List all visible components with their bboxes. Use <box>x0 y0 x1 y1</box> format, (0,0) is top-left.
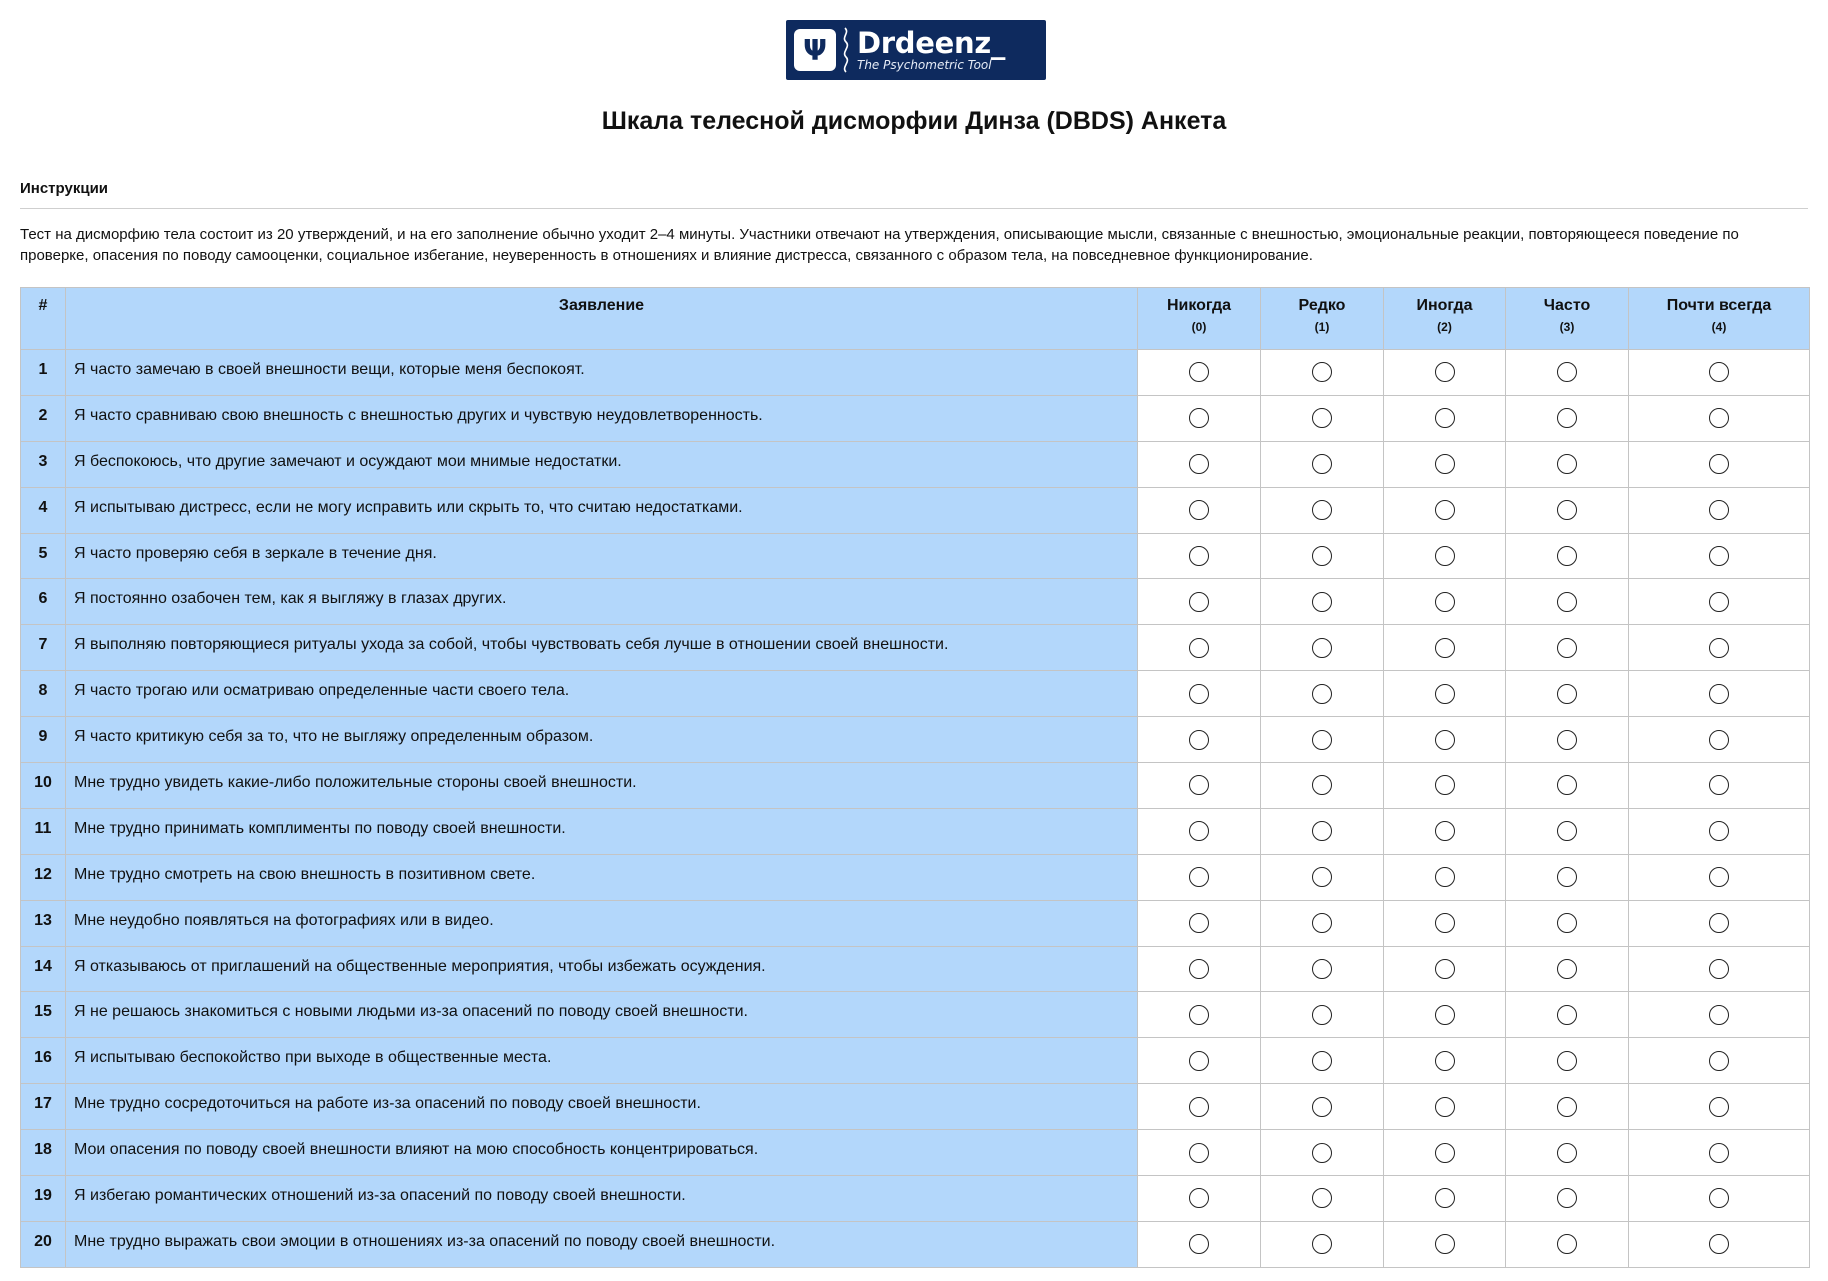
radio-button[interactable] <box>1557 1005 1577 1025</box>
radio-button[interactable] <box>1557 638 1577 658</box>
table-row <box>21 395 1810 441</box>
option-cell <box>1629 671 1810 717</box>
radio-button[interactable] <box>1189 1188 1209 1208</box>
row-number: 13 <box>21 900 66 946</box>
statement-text: Мне трудно смотреть на свою внешность в позитивном свете. <box>66 854 1138 900</box>
option-cell <box>1506 1221 1629 1267</box>
statement-text: Мне трудно увидеть какие-либо положительные стороны своей внешности. <box>66 763 1138 809</box>
radio-button[interactable] <box>1435 1234 1455 1254</box>
radio-button[interactable] <box>1709 408 1729 428</box>
row-number: 9 <box>21 717 66 763</box>
option-cell <box>1506 1084 1629 1130</box>
option-cell <box>1506 395 1629 441</box>
option-cell <box>1506 441 1629 487</box>
radio-button[interactable] <box>1435 500 1455 520</box>
radio-button[interactable] <box>1435 1188 1455 1208</box>
option-cell <box>1384 1176 1506 1222</box>
option-cell <box>1261 946 1384 992</box>
radio-button[interactable] <box>1189 821 1209 841</box>
statement-text: Мне трудно принимать комплименты по поводу своей внешности. <box>66 808 1138 854</box>
row-number: 3 <box>21 441 66 487</box>
table-row <box>21 625 1810 671</box>
radio-button[interactable] <box>1557 867 1577 887</box>
radio-button[interactable] <box>1312 730 1332 750</box>
radio-button[interactable] <box>1189 362 1209 382</box>
option-cell <box>1261 579 1384 625</box>
option-cell <box>1138 763 1261 809</box>
option-cell <box>1629 395 1810 441</box>
table-row <box>21 1130 1810 1176</box>
option-cell <box>1629 625 1810 671</box>
radio-button[interactable] <box>1709 1143 1729 1163</box>
option-cell <box>1384 1130 1506 1176</box>
option-label: Редко <box>1298 297 1346 314</box>
radio-button[interactable] <box>1435 546 1455 566</box>
header-number: # <box>21 288 66 350</box>
table-row <box>21 579 1810 625</box>
option-cell <box>1506 854 1629 900</box>
divider <box>20 208 1808 209</box>
option-cell <box>1506 579 1629 625</box>
statement-text: Я постоянно озабочен тем, как я выгляжу в глазах других. <box>66 579 1138 625</box>
radio-button[interactable] <box>1557 362 1577 382</box>
radio-button[interactable] <box>1435 959 1455 979</box>
radio-button[interactable] <box>1312 1234 1332 1254</box>
row-number: 15 <box>21 992 66 1038</box>
option-cell <box>1506 992 1629 1038</box>
radio-button[interactable] <box>1709 1051 1729 1071</box>
option-cell <box>1506 1130 1629 1176</box>
radio-button[interactable] <box>1312 867 1332 887</box>
option-cell <box>1506 946 1629 992</box>
table-row <box>21 717 1810 763</box>
option-cell <box>1138 1084 1261 1130</box>
option-label: Иногда <box>1416 297 1473 314</box>
logo-name: Drdeenz_ <box>857 26 1006 60</box>
row-number: 5 <box>21 533 66 579</box>
radio-button[interactable] <box>1557 592 1577 612</box>
option-cell <box>1384 533 1506 579</box>
option-cell <box>1384 854 1506 900</box>
option-cell <box>1261 717 1384 763</box>
statement-text: Я отказываюсь от приглашений на общественные мероприятия, чтобы избежать осуждения. <box>66 946 1138 992</box>
option-cell <box>1629 854 1810 900</box>
radio-button[interactable] <box>1435 1143 1455 1163</box>
option-cell <box>1138 395 1261 441</box>
option-cell <box>1261 625 1384 671</box>
radio-button[interactable] <box>1435 775 1455 795</box>
option-cell <box>1506 1038 1629 1084</box>
option-cell <box>1629 717 1810 763</box>
option-cell <box>1384 946 1506 992</box>
statement-text: Я часто замечаю в своей внешности вещи, которые меня беспокоят. <box>66 350 1138 396</box>
row-number: 14 <box>21 946 66 992</box>
drdeenz-logo <box>786 20 1046 80</box>
table-row <box>21 900 1810 946</box>
option-score: (2) <box>1437 320 1452 334</box>
radio-button[interactable] <box>1189 500 1209 520</box>
radio-button[interactable] <box>1312 775 1332 795</box>
statement-text: Я часто сравниваю свою внешность с внешностью других и чувствую неудовлетворенность. <box>66 395 1138 441</box>
option-cell <box>1506 717 1629 763</box>
row-number: 18 <box>21 1130 66 1176</box>
radio-button[interactable] <box>1709 867 1729 887</box>
row-number: 11 <box>21 808 66 854</box>
radio-button[interactable] <box>1557 1188 1577 1208</box>
option-cell <box>1629 763 1810 809</box>
radio-button[interactable] <box>1435 867 1455 887</box>
radio-button[interactable] <box>1189 1234 1209 1254</box>
option-cell <box>1506 763 1629 809</box>
table-row <box>21 487 1810 533</box>
radio-button[interactable] <box>1557 959 1577 979</box>
row-number: 20 <box>21 1221 66 1267</box>
radio-button[interactable] <box>1709 500 1729 520</box>
radio-button[interactable] <box>1189 730 1209 750</box>
option-cell <box>1629 1038 1810 1084</box>
radio-button[interactable] <box>1435 638 1455 658</box>
option-cell <box>1138 1221 1261 1267</box>
radio-button[interactable] <box>1189 775 1209 795</box>
radio-button[interactable] <box>1312 821 1332 841</box>
radio-button[interactable] <box>1557 1143 1577 1163</box>
option-cell <box>1138 1176 1261 1222</box>
option-cell <box>1384 808 1506 854</box>
option-cell <box>1384 1038 1506 1084</box>
table-row <box>21 1221 1810 1267</box>
table-row <box>21 1176 1810 1222</box>
table-row <box>21 946 1810 992</box>
row-number: 7 <box>21 625 66 671</box>
radio-button[interactable] <box>1189 638 1209 658</box>
option-cell <box>1629 1130 1810 1176</box>
table-row <box>21 992 1810 1038</box>
option-cell <box>1384 717 1506 763</box>
option-cell <box>1138 717 1261 763</box>
option-score: (0) <box>1191 320 1207 334</box>
radio-button[interactable] <box>1557 684 1577 704</box>
option-cell <box>1261 1176 1384 1222</box>
radio-button[interactable] <box>1709 454 1729 474</box>
option-cell <box>1138 441 1261 487</box>
radio-button[interactable] <box>1435 408 1455 428</box>
row-number: 16 <box>21 1038 66 1084</box>
table-row <box>21 808 1810 854</box>
radio-button[interactable] <box>1312 454 1332 474</box>
option-cell <box>1261 854 1384 900</box>
radio-button[interactable] <box>1435 592 1455 612</box>
option-cell <box>1261 533 1384 579</box>
option-cell <box>1138 625 1261 671</box>
option-cell <box>1384 1221 1506 1267</box>
option-cell <box>1261 350 1384 396</box>
radio-button[interactable] <box>1312 1143 1332 1163</box>
option-cell <box>1384 487 1506 533</box>
row-number: 1 <box>21 350 66 396</box>
statement-text: Я часто трогаю или осматриваю определенные части своего тела. <box>66 671 1138 717</box>
radio-button[interactable] <box>1557 408 1577 428</box>
option-cell <box>1138 946 1261 992</box>
statement-text: Мне трудно сосредоточиться на работе из-за опасений по поводу своей внешности. <box>66 1084 1138 1130</box>
radio-button[interactable] <box>1189 1051 1209 1071</box>
option-cell <box>1506 1176 1629 1222</box>
option-cell <box>1138 992 1261 1038</box>
option-cell <box>1261 441 1384 487</box>
option-cell <box>1384 763 1506 809</box>
radio-button[interactable] <box>1709 821 1729 841</box>
option-cell <box>1629 900 1810 946</box>
radio-button[interactable] <box>1709 1097 1729 1117</box>
statement-text: Я выполняю повторяющиеся ритуалы ухода за собой, чтобы чувствовать себя лучше в отношении своей внешности. <box>66 625 1138 671</box>
radio-button[interactable] <box>1435 730 1455 750</box>
radio-button[interactable] <box>1709 1005 1729 1025</box>
radio-button[interactable] <box>1557 913 1577 933</box>
header-option <box>1261 288 1384 350</box>
row-number: 6 <box>21 579 66 625</box>
radio-button[interactable] <box>1709 913 1729 933</box>
statement-text: Мои опасения по поводу своей внешности влияют на мою способность концентрироваться. <box>66 1130 1138 1176</box>
radio-button[interactable] <box>1709 1188 1729 1208</box>
radio-button[interactable] <box>1312 684 1332 704</box>
statement-text: Я часто проверяю себя в зеркале в течение дня. <box>66 533 1138 579</box>
radio-button[interactable] <box>1435 1005 1455 1025</box>
radio-button[interactable] <box>1189 959 1209 979</box>
option-score: (3) <box>1559 320 1575 334</box>
radio-button[interactable] <box>1189 867 1209 887</box>
option-cell <box>1629 441 1810 487</box>
option-cell <box>1138 350 1261 396</box>
statement-text: Я часто критикую себя за то, что не выгляжу определенным образом. <box>66 717 1138 763</box>
header-option <box>1384 288 1506 350</box>
option-cell <box>1506 625 1629 671</box>
header-statement: Заявление <box>66 288 1138 350</box>
option-cell <box>1261 1084 1384 1130</box>
table-row <box>21 763 1810 809</box>
option-cell <box>1138 487 1261 533</box>
radio-button[interactable] <box>1312 1188 1332 1208</box>
radio-button[interactable] <box>1189 1005 1209 1025</box>
radio-button[interactable] <box>1312 913 1332 933</box>
option-cell <box>1629 1084 1810 1130</box>
radio-button[interactable] <box>1189 454 1209 474</box>
option-cell <box>1629 350 1810 396</box>
header-option <box>1629 288 1810 350</box>
option-label: Почти всегда <box>1666 297 1772 314</box>
option-cell <box>1384 671 1506 717</box>
table-row <box>21 671 1810 717</box>
radio-button[interactable] <box>1312 1051 1332 1071</box>
header-option <box>1138 288 1261 350</box>
option-score: (4) <box>1711 320 1727 334</box>
option-cell <box>1261 395 1384 441</box>
option-cell <box>1629 808 1810 854</box>
row-number: 10 <box>21 763 66 809</box>
logo-text <box>857 28 1005 72</box>
statement-text: Я беспокоюсь, что другие замечают и осуждают мои мнимые недостатки. <box>66 441 1138 487</box>
page-title: Шкала телесной дисморфии Динза (DBDS) Анкета <box>601 107 1227 135</box>
row-number: 2 <box>21 395 66 441</box>
statement-text: Мне трудно выражать свои эмоции в отношениях из-за опасений по поводу своей внешности. <box>66 1221 1138 1267</box>
radio-button[interactable] <box>1189 1097 1209 1117</box>
option-cell <box>1138 1038 1261 1084</box>
radio-button[interactable] <box>1312 1005 1332 1025</box>
option-cell <box>1138 1130 1261 1176</box>
radio-button[interactable] <box>1709 546 1729 566</box>
radio-button[interactable] <box>1435 454 1455 474</box>
radio-button[interactable] <box>1709 638 1729 658</box>
table-row <box>21 533 1810 579</box>
option-cell <box>1384 1084 1506 1130</box>
option-cell <box>1138 579 1261 625</box>
radio-button[interactable] <box>1189 913 1209 933</box>
radio-button[interactable] <box>1312 1097 1332 1117</box>
option-cell <box>1506 808 1629 854</box>
option-cell <box>1384 625 1506 671</box>
radio-button[interactable] <box>1709 959 1729 979</box>
radio-button[interactable] <box>1435 1051 1455 1071</box>
option-cell <box>1261 763 1384 809</box>
radio-button[interactable] <box>1435 362 1455 382</box>
radio-button[interactable] <box>1189 408 1209 428</box>
radio-button[interactable] <box>1189 546 1209 566</box>
option-cell <box>1384 579 1506 625</box>
row-number: 19 <box>21 1176 66 1222</box>
radio-button[interactable] <box>1312 959 1332 979</box>
table-row <box>21 1038 1810 1084</box>
option-cell <box>1138 900 1261 946</box>
statement-text: Мне неудобно появляться на фотографиях или в видео. <box>66 900 1138 946</box>
option-cell <box>1384 441 1506 487</box>
radio-button[interactable] <box>1312 362 1332 382</box>
instructions-text: Тест на дисморфию тела состоит из 20 утверждений, и на его заполнение обычно уходит 2–4 минуты. Участники отвечают на утверждения, описывающие мысли, связанные с внешностью, эмоциональные реакции, повторяющееся поведение по проверке, опасения по поводу самооценки, социальное избегание, неуверенность в отношениях и влияние дистресса, связанного с образом тела, на повседневное функционирование. <box>20 226 1739 264</box>
option-cell <box>1138 671 1261 717</box>
statement-text: Я избегаю романтических отношений из-за опасений по поводу своей внешности. <box>66 1176 1138 1222</box>
radio-button[interactable] <box>1435 1097 1455 1117</box>
radio-button[interactable] <box>1557 821 1577 841</box>
option-cell <box>1384 900 1506 946</box>
option-cell <box>1261 1221 1384 1267</box>
table-header-row <box>21 288 1810 350</box>
radio-button[interactable] <box>1557 1234 1577 1254</box>
table-row <box>21 1084 1810 1130</box>
option-cell <box>1261 487 1384 533</box>
instructions-heading: Инструкции <box>20 180 109 197</box>
radio-button[interactable] <box>1557 500 1577 520</box>
header-option <box>1506 288 1629 350</box>
statement-text: Я испытываю беспокойство при выходе в общественные места. <box>66 1038 1138 1084</box>
radio-button[interactable] <box>1709 730 1729 750</box>
statement-text: Я не решаюсь знакомиться с новыми людьми из-за опасений по поводу своей внешности. <box>66 992 1138 1038</box>
radio-button[interactable] <box>1312 408 1332 428</box>
option-cell <box>1138 854 1261 900</box>
row-number: 12 <box>21 854 66 900</box>
radio-button[interactable] <box>1557 546 1577 566</box>
radio-button[interactable] <box>1709 1234 1729 1254</box>
option-cell <box>1261 808 1384 854</box>
radio-button[interactable] <box>1189 1143 1209 1163</box>
option-cell <box>1261 671 1384 717</box>
questionnaire-table <box>20 287 1810 1268</box>
option-cell <box>1506 671 1629 717</box>
radio-button[interactable] <box>1312 592 1332 612</box>
radio-button[interactable] <box>1435 684 1455 704</box>
option-cell <box>1138 533 1261 579</box>
table-row <box>21 441 1810 487</box>
wave-divider-icon <box>841 27 851 73</box>
option-score: (1) <box>1314 320 1330 334</box>
option-cell <box>1506 350 1629 396</box>
radio-button[interactable] <box>1557 775 1577 795</box>
option-cell <box>1261 1038 1384 1084</box>
radio-button[interactable] <box>1312 500 1332 520</box>
option-cell <box>1506 487 1629 533</box>
row-number: 8 <box>21 671 66 717</box>
option-cell <box>1629 487 1810 533</box>
option-cell <box>1261 992 1384 1038</box>
table-row <box>21 350 1810 396</box>
option-label: Часто <box>1543 297 1591 314</box>
table-body <box>21 350 1810 1268</box>
radio-button[interactable] <box>1189 592 1209 612</box>
statement-text: Я испытываю дистресс, если не могу исправить или скрыть то, что считаю недостатками. <box>66 487 1138 533</box>
option-cell <box>1629 533 1810 579</box>
radio-button[interactable] <box>1709 775 1729 795</box>
radio-button[interactable] <box>1709 362 1729 382</box>
radio-button[interactable] <box>1557 454 1577 474</box>
option-cell <box>1629 1176 1810 1222</box>
option-cell <box>1261 900 1384 946</box>
psi-logo-icon: Ψ <box>794 29 836 71</box>
option-cell <box>1506 533 1629 579</box>
option-cell <box>1629 579 1810 625</box>
radio-button[interactable] <box>1709 592 1729 612</box>
radio-button[interactable] <box>1557 730 1577 750</box>
radio-button[interactable] <box>1312 638 1332 658</box>
radio-button[interactable] <box>1557 1051 1577 1071</box>
option-cell <box>1629 1221 1810 1267</box>
radio-button[interactable] <box>1312 546 1332 566</box>
radio-button[interactable] <box>1435 913 1455 933</box>
option-cell <box>1138 808 1261 854</box>
option-label: Никогда <box>1166 297 1232 314</box>
option-cell <box>1261 1130 1384 1176</box>
radio-button[interactable] <box>1709 684 1729 704</box>
option-cell <box>1384 395 1506 441</box>
option-cell <box>1629 992 1810 1038</box>
option-cell <box>1384 350 1506 396</box>
radio-button[interactable] <box>1557 1097 1577 1117</box>
row-number: 17 <box>21 1084 66 1130</box>
table-row <box>21 854 1810 900</box>
row-number: 4 <box>21 487 66 533</box>
logo-tagline: The Psychometric Tool <box>857 58 992 72</box>
radio-button[interactable] <box>1189 684 1209 704</box>
radio-button[interactable] <box>1435 821 1455 841</box>
option-cell <box>1384 992 1506 1038</box>
option-cell <box>1506 900 1629 946</box>
option-cell <box>1629 946 1810 992</box>
